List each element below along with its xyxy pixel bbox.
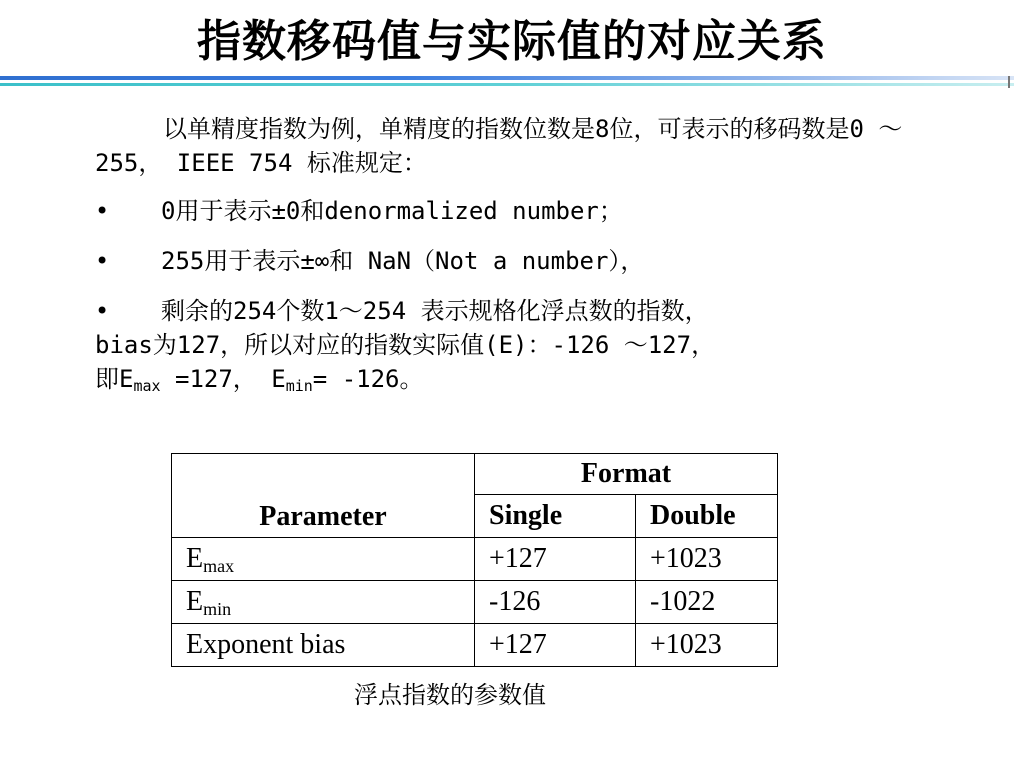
cell-parameter bbox=[172, 538, 475, 581]
intro-paragraph: 以单精度指数为例，单精度的指数位数是8位，可表示的移码数是0 ～ 255， IEEE 754 标准规定： bbox=[95, 115, 903, 177]
slide-body bbox=[95, 112, 945, 396]
cell-single: +127 bbox=[475, 538, 636, 581]
emin-subscript: min bbox=[285, 377, 313, 395]
parameter-table-wrap bbox=[171, 453, 778, 667]
cell-double: +1023 bbox=[636, 624, 778, 667]
divider-cyan-line bbox=[0, 83, 1014, 86]
table-header-row bbox=[172, 454, 778, 495]
bullet-text: 255用于表示±∞和 NaN（Not a number）， bbox=[161, 247, 645, 275]
header-parameter: Parameter bbox=[172, 454, 475, 538]
param-main: E bbox=[186, 586, 204, 617]
cell-parameter bbox=[172, 581, 475, 624]
bullet-text-line2: bias为127，所以对应的指数实际值(E)：-126 ～127， bbox=[95, 331, 716, 359]
emax-prefix: 即E bbox=[95, 365, 134, 393]
header-single: Single bbox=[475, 495, 636, 538]
slide-title: 指数移码值与实际值的对应关系 bbox=[197, 16, 827, 67]
bullet-text: 0用于表示±0和denormalized number； bbox=[161, 197, 623, 225]
bullet-text-line3 bbox=[95, 365, 424, 393]
bullet-normalized bbox=[95, 294, 945, 396]
header-double: Double bbox=[636, 495, 778, 538]
bullet-zero bbox=[95, 194, 945, 228]
cell-double: -1022 bbox=[636, 581, 778, 624]
cell-double: +1023 bbox=[636, 538, 778, 581]
bullet-dot-icon: • bbox=[95, 247, 110, 275]
table-row bbox=[172, 581, 778, 624]
title-divider bbox=[0, 76, 1014, 90]
bullet-dot-icon: • bbox=[95, 197, 110, 225]
cell-parameter bbox=[172, 624, 475, 667]
table-row bbox=[172, 624, 778, 667]
emax-value: =127， E bbox=[160, 365, 286, 393]
cell-single: +127 bbox=[475, 624, 636, 667]
bullet-text-line1: 剩余的254个数1～254 表示规格化浮点数的指数， bbox=[161, 297, 709, 325]
cell-single: -126 bbox=[475, 581, 636, 624]
param-subscript: max bbox=[203, 556, 235, 576]
divider-blue-line bbox=[0, 76, 1014, 80]
param-subscript: min bbox=[203, 599, 232, 619]
param-main: E bbox=[186, 543, 204, 574]
bullet-255 bbox=[95, 244, 945, 278]
divider-end-mark bbox=[1008, 76, 1014, 88]
table-row bbox=[172, 538, 778, 581]
param-main: Exponent bias bbox=[186, 629, 346, 660]
table-caption: 浮点指数的参数值 bbox=[354, 681, 546, 709]
emax-subscript: max bbox=[133, 377, 161, 395]
header-format: Format bbox=[475, 454, 778, 495]
bullet-dot-icon: • bbox=[95, 297, 110, 325]
emin-value: = -126。 bbox=[312, 365, 424, 393]
exponent-parameter-table bbox=[171, 453, 778, 667]
